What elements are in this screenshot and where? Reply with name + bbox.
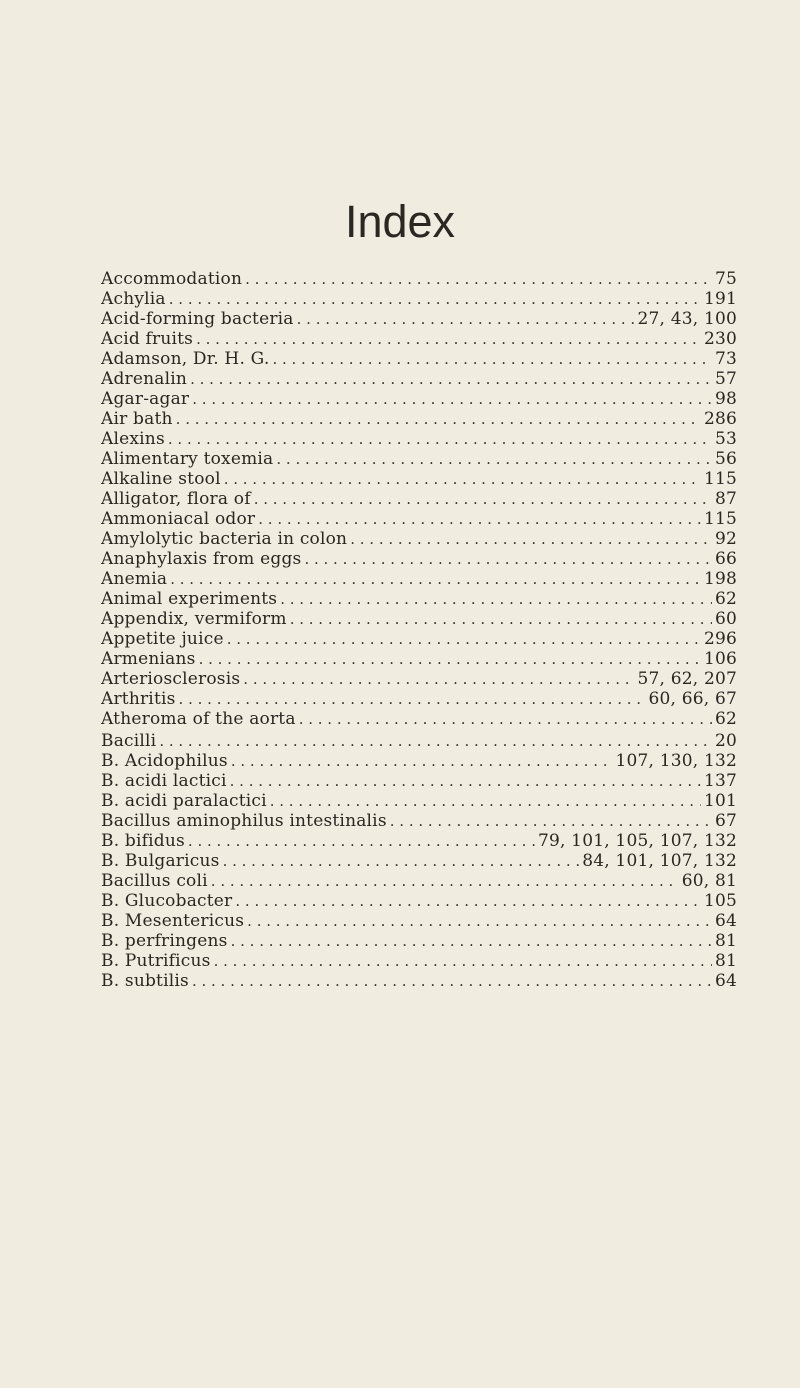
index-entry	[101, 589, 737, 609]
dot-leader	[243, 669, 634, 689]
dot-leader	[224, 469, 701, 489]
dot-leader	[227, 629, 701, 649]
index-term: Appendix, vermiform	[101, 609, 287, 629]
index-entry	[101, 609, 737, 629]
index-page-numbers: 107, 130, 132	[615, 751, 737, 771]
index-entry	[101, 649, 737, 669]
index-entry	[101, 791, 737, 811]
index-entry	[101, 549, 737, 569]
index-entry	[101, 429, 737, 449]
index-term: B. subtilis	[101, 971, 189, 991]
dot-leader	[276, 449, 712, 469]
index-term: Bacillus aminophilus intestinalis	[101, 811, 387, 831]
index-page-numbers: 87	[714, 489, 737, 509]
index-page-numbers: 81	[714, 951, 737, 971]
dot-leader	[230, 771, 701, 791]
index-term: Arthritis	[101, 689, 176, 709]
index-page-numbers: 60	[714, 609, 737, 629]
index-page-numbers: 62	[714, 589, 737, 609]
index-entry	[101, 771, 737, 791]
index-term: Bacilli	[101, 731, 157, 751]
page-title: Index	[344, 196, 456, 247]
index-page-numbers: 79, 101, 105, 107, 132	[537, 831, 737, 851]
index-term: Atheroma of the aorta	[101, 709, 296, 729]
index-page-numbers: 105	[703, 891, 737, 911]
index-term: Acid fruits	[101, 329, 194, 349]
index-page-numbers: 57	[714, 369, 737, 389]
dot-leader	[254, 489, 712, 509]
index-term: B. Bulgaricus	[101, 851, 220, 871]
dot-leader	[258, 509, 701, 529]
index-term: Alexins	[101, 429, 165, 449]
index-term: Bacillus coli	[101, 871, 208, 891]
index-entry	[101, 709, 737, 729]
dot-leader	[179, 689, 646, 709]
dot-leader	[270, 791, 701, 811]
index-page-numbers: 191	[703, 289, 737, 309]
index-entry	[101, 569, 737, 589]
index-page-numbers: 75	[714, 269, 737, 289]
index-entry	[101, 689, 737, 709]
index-entry	[101, 831, 737, 851]
dot-leader	[192, 389, 712, 409]
index-term: Ammoniacal odor	[101, 509, 256, 529]
index-term: Accommodation	[101, 269, 243, 289]
index-term: Armenians	[101, 649, 196, 669]
index-entry	[101, 309, 737, 329]
index-page-numbers: 60, 81	[681, 871, 737, 891]
index-section-a	[101, 269, 737, 729]
index-entry	[101, 951, 737, 971]
index-entry	[101, 751, 737, 771]
dot-leader	[231, 931, 712, 951]
dot-leader	[170, 569, 701, 589]
index-term: Anemia	[101, 569, 168, 589]
index-term: B. perfringens	[101, 931, 228, 951]
index-entry	[101, 409, 737, 429]
index-entry	[101, 469, 737, 489]
dot-leader	[223, 851, 580, 871]
dot-leader	[272, 349, 712, 369]
dot-leader	[196, 329, 701, 349]
dot-leader	[290, 609, 712, 629]
dot-leader	[304, 549, 712, 569]
index-entry	[101, 971, 737, 991]
index-entry	[101, 489, 737, 509]
index-term: Anaphylaxis from eggs	[101, 549, 302, 569]
index-entry	[101, 871, 737, 891]
index-term: B. Mesentericus	[101, 911, 245, 931]
index-term: Agar-agar	[101, 389, 190, 409]
index-term: Adrenalin	[101, 369, 188, 389]
index-page-numbers: 286	[703, 409, 737, 429]
index-page-numbers: 81	[714, 931, 737, 951]
index-entry	[101, 509, 737, 529]
index-page-numbers: 84, 101, 107, 132	[582, 851, 737, 871]
index-term: Air bath	[101, 409, 173, 429]
dot-leader	[235, 891, 701, 911]
index-entry	[101, 911, 737, 931]
dot-leader	[168, 429, 712, 449]
index-page-numbers: 53	[714, 429, 737, 449]
index-page-numbers: 115	[703, 509, 737, 529]
index-entry	[101, 289, 737, 309]
index-entry	[101, 389, 737, 409]
dot-leader	[159, 731, 712, 751]
index-entry	[101, 851, 737, 871]
dot-leader	[169, 289, 701, 309]
index-term: Alkaline stool	[101, 469, 221, 489]
index-entry	[101, 529, 737, 549]
dot-leader	[247, 911, 712, 931]
dot-leader	[297, 309, 635, 329]
dot-leader	[299, 709, 712, 729]
index-page-numbers: 62	[714, 709, 737, 729]
index-term: B. Glucobacter	[101, 891, 233, 911]
index-entry	[101, 811, 737, 831]
index-entry	[101, 731, 737, 751]
dot-leader	[350, 529, 712, 549]
index-term: B. bifidus	[101, 831, 185, 851]
index-term: Animal experiments	[101, 589, 278, 609]
index-entry	[101, 329, 737, 349]
index-page-numbers: 67	[714, 811, 737, 831]
dot-leader	[245, 269, 712, 289]
index-section-b	[101, 731, 737, 991]
index-term: Arteriosclerosis	[101, 669, 241, 689]
dot-leader	[176, 409, 701, 429]
index-page-numbers: 115	[703, 469, 737, 489]
index-term: Acid-forming bacteria	[101, 309, 294, 329]
dot-leader	[214, 951, 712, 971]
index-page-numbers: 98	[714, 389, 737, 409]
index-entry	[101, 931, 737, 951]
index-page-numbers: 101	[703, 791, 737, 811]
dot-leader	[231, 751, 613, 771]
index-page-numbers: 64	[714, 971, 737, 991]
index-page-numbers: 20	[714, 731, 737, 751]
index-term: Adamson, Dr. H. G.	[101, 349, 270, 369]
index-term: B. acidi paralactici	[101, 791, 267, 811]
index-entry	[101, 449, 737, 469]
dot-leader	[199, 649, 701, 669]
index-page-numbers: 60, 66, 67	[648, 689, 737, 709]
index-term: Achylia	[101, 289, 166, 309]
index-term: B. Acidophilus	[101, 751, 228, 771]
index-page-numbers: 57, 62, 207	[637, 669, 737, 689]
dot-leader	[390, 811, 712, 831]
index-page-numbers: 296	[703, 629, 737, 649]
index-term: B. Putrificus	[101, 951, 211, 971]
dot-leader	[188, 831, 535, 851]
index-entry	[101, 629, 737, 649]
index-entry	[101, 269, 737, 289]
index-term: Appetite juice	[101, 629, 224, 649]
index-term: Alimentary toxemia	[101, 449, 274, 469]
dot-leader	[190, 369, 712, 389]
index-entry	[101, 669, 737, 689]
index-page-numbers: 198	[703, 569, 737, 589]
index-page-numbers: 66	[714, 549, 737, 569]
index-entry	[101, 349, 737, 369]
index-entry	[101, 891, 737, 911]
index-page-numbers: 230	[703, 329, 737, 349]
index-page-numbers: 137	[703, 771, 737, 791]
dot-leader	[280, 589, 712, 609]
index-term: Alligator, flora of	[101, 489, 251, 509]
index-page-numbers: 73	[714, 349, 737, 369]
index-page-numbers: 27, 43, 100	[637, 309, 737, 329]
index-page-numbers: 92	[714, 529, 737, 549]
dot-leader	[192, 971, 712, 991]
index-term: Amylolytic bacteria in colon	[101, 529, 348, 549]
index-page-numbers: 56	[714, 449, 737, 469]
index-entry	[101, 369, 737, 389]
index-page-numbers: 64	[714, 911, 737, 931]
dot-leader	[211, 871, 679, 891]
index-term: B. acidi lactici	[101, 771, 227, 791]
index-page-numbers: 106	[703, 649, 737, 669]
